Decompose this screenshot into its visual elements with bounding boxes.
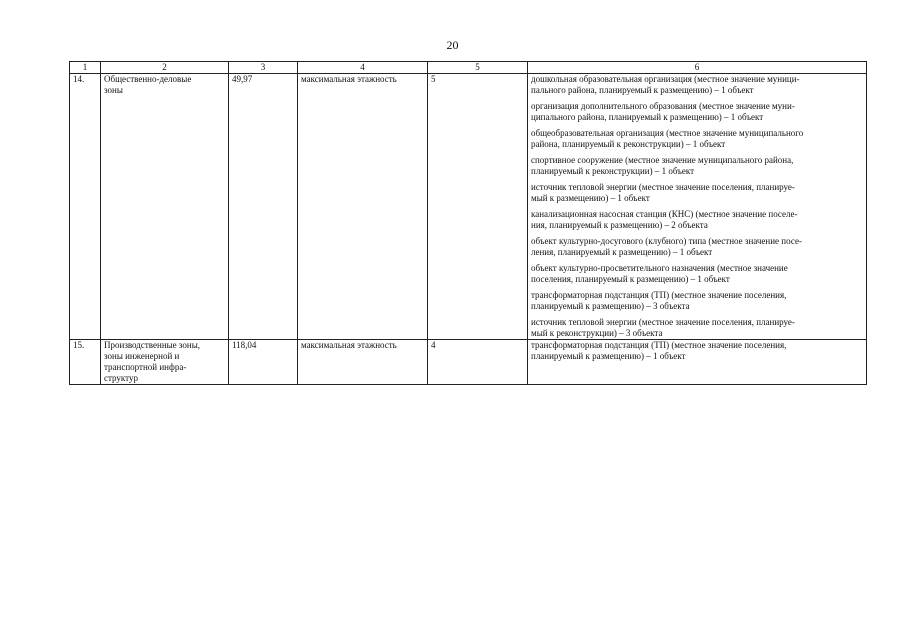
- parameter-value: 4: [428, 340, 528, 385]
- zone-name-line: транспортной инфра-: [104, 362, 187, 372]
- object-item: [531, 209, 863, 236]
- zone-name: [101, 74, 229, 340]
- object-line: поселения, планируемый к размещению) – 1 объект: [531, 274, 730, 284]
- zone-name-line: зоны инженерной и: [104, 351, 180, 361]
- object-item: [531, 128, 863, 155]
- object-line: планируемый к размещению) – 3 объекта: [531, 301, 690, 311]
- object-line: общеобразовательная организация (местное значение муниципального: [531, 128, 804, 138]
- object-line: планируемый к размещению) – 1 объект: [531, 351, 686, 361]
- row-number: 14.: [70, 74, 101, 340]
- column-header-4: 4: [298, 62, 428, 74]
- object-line: мый к размещению) – 1 объект: [531, 193, 650, 203]
- zone-name-line: Общественно-деловые: [104, 74, 192, 84]
- object-line: канализационная насосная станция (КНС) (местное значение поселе-: [531, 209, 798, 219]
- zone-name-line: Производственные зоны,: [104, 340, 201, 350]
- object-item: [531, 290, 863, 317]
- zone-name-line: зоны: [104, 85, 123, 95]
- parameter-name: максимальная этажность: [298, 74, 428, 340]
- object-line: ления, планируемый к размещению) – 1 объект: [531, 247, 713, 257]
- parameter-value: 5: [428, 74, 528, 340]
- header-row: [70, 62, 867, 74]
- object-item: [531, 182, 863, 209]
- object-line: пального района, планируемый к размещению) – 1 объект: [531, 85, 754, 95]
- object-line: планируемый к реконструкции) – 1 объект: [531, 166, 695, 176]
- object-item: [531, 155, 863, 182]
- object-line: трансформаторная подстанция (ТП) (местное значение поселения,: [531, 290, 787, 300]
- object-line: дошкольная образовательная организация (местное значение муници-: [531, 74, 800, 84]
- column-header-3: 3: [229, 62, 298, 74]
- object-item: [531, 101, 863, 128]
- object-line: объект культурно-просветительного назначения (местное значение: [531, 263, 788, 273]
- column-header-6: 6: [528, 62, 867, 74]
- object-item: [531, 340, 863, 362]
- page-number: 20: [446, 38, 459, 52]
- zone-area: 49,97: [229, 74, 298, 340]
- object-line: спортивное сооружение (местное значение муниципального района,: [531, 155, 794, 165]
- object-line: источник тепловой энергии (местное значение поселения, планируе-: [531, 182, 795, 192]
- object-line: ния, планируемый к размещению) – 2 объекта: [531, 220, 708, 230]
- object-item: [531, 263, 863, 290]
- object-line: организация дополнительного образования (местное значение муни-: [531, 101, 795, 111]
- object-line: объект культурно-досугового (клубного) типа (местное значение посе-: [531, 236, 802, 246]
- table-row: [70, 340, 867, 385]
- object-item: [531, 317, 863, 339]
- object-line: источник тепловой энергии (местное значение поселения, планируе-: [531, 317, 795, 327]
- zone-area: 118,04: [229, 340, 298, 385]
- planned-objects: [528, 74, 867, 340]
- zones-table: [69, 61, 867, 385]
- column-header-5: 5: [428, 62, 528, 74]
- zone-name: [101, 340, 229, 385]
- row-number: 15.: [70, 340, 101, 385]
- object-line: района, планируемый к реконструкции) – 1 объект: [531, 139, 726, 149]
- object-item: [531, 236, 863, 263]
- zone-name-line: структур: [104, 373, 138, 383]
- column-header-2: 2: [101, 62, 229, 74]
- object-line: ципального района, планируемый к размещению) – 1 объект: [531, 112, 764, 122]
- column-header-1: 1: [70, 62, 101, 74]
- object-line: мый к реконструкции) – 3 объекта: [531, 328, 663, 338]
- parameter-name: максимальная этажность: [298, 340, 428, 385]
- table-row: [70, 74, 867, 340]
- object-line: трансформаторная подстанция (ТП) (местное значение поселения,: [531, 340, 787, 350]
- object-item: [531, 74, 863, 101]
- planned-objects: [528, 340, 867, 385]
